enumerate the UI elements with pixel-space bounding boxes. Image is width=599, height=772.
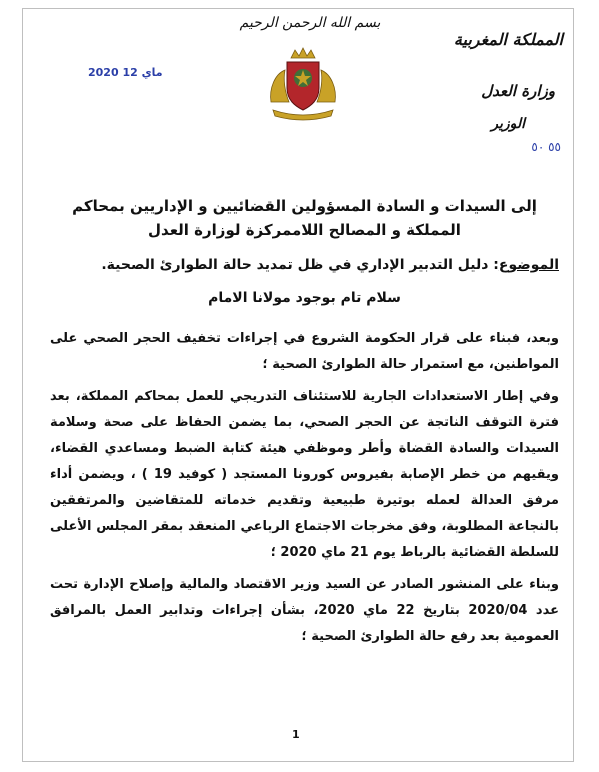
minister-title: الوزير: [491, 116, 525, 132]
page-number: 1: [292, 728, 300, 741]
ministry-title: وزارة العدل: [481, 82, 555, 100]
addressee: إلى السيدات و السادة المسؤولين القضائيين و الإداريين بمحاكم المملكة و المصالح اللاممركزة لوزارة العدل: [72, 197, 537, 239]
subject-line: [50, 254, 559, 276]
basmala-text: بسم الله الرحمن الرحيم: [239, 15, 381, 31]
subject-text: : دليل التدبير الإداري في ظل تمديد حالة الطوارئ الصحية.: [101, 257, 499, 273]
greeting: سلام تام بوجود مولانا الامام: [208, 290, 401, 306]
received-date-stamp: 2020 ماي 12: [88, 66, 163, 79]
basmala: [235, 12, 385, 42]
paragraph: وبناء على المنشور الصادر عن السيد وزير الاقتصاد والمالية وإصلاح الإدارة تحت عدد 2020/04 بتاريخ 22 ماي 2020، بشأن إجراءات وتدابير العمل بالمرافق العمومية بعد رفع حالة الطوارئ الصحية ؛: [50, 577, 559, 644]
royal-emblem-icon: [263, 44, 343, 124]
subject-label: الموضوع: [498, 257, 559, 273]
reference-number: ٥٥ ٥٠: [531, 140, 561, 154]
paragraph: وفي إطار الاستعدادات الجارية للاستئناف التدريجي للعمل بمحاكم المملكة، بعد فترة التوقف الناتجة عن الحجر الصحي، بما يضمن الحفاظ على صحة وسلامة السيدات والسادة القضاة وأطر وموظفي هيئة كتابة الضبط ومساعدي القضاء، ويقيهم من خطر الإصابة بفيروس كورونا المستجد ( كوفيد 19 ) ، ويضمن أداء مرفق العدالة لعمله بوتيرة طبيعية وتقديم خدماته للمتقاضين والمرتفقين بالنجاعة المطلوبة، وفق مخرجات الاجتماع الرباعي المنعقد بمقر المجلس الأعلى للسلطة القضائية بالرباط يوم 21 ماي 2020 ؛: [50, 389, 559, 560]
kingdom-title: المملكة المغربية: [453, 30, 563, 49]
paragraph: وبعد، فبناء على قرار الحكومة الشروع في إجراءات تخفيف الحجر الصحي على المواطنين، مع استمرار حالة الطوارئ الصحية ؛: [50, 331, 559, 372]
letter-body: [50, 194, 559, 656]
